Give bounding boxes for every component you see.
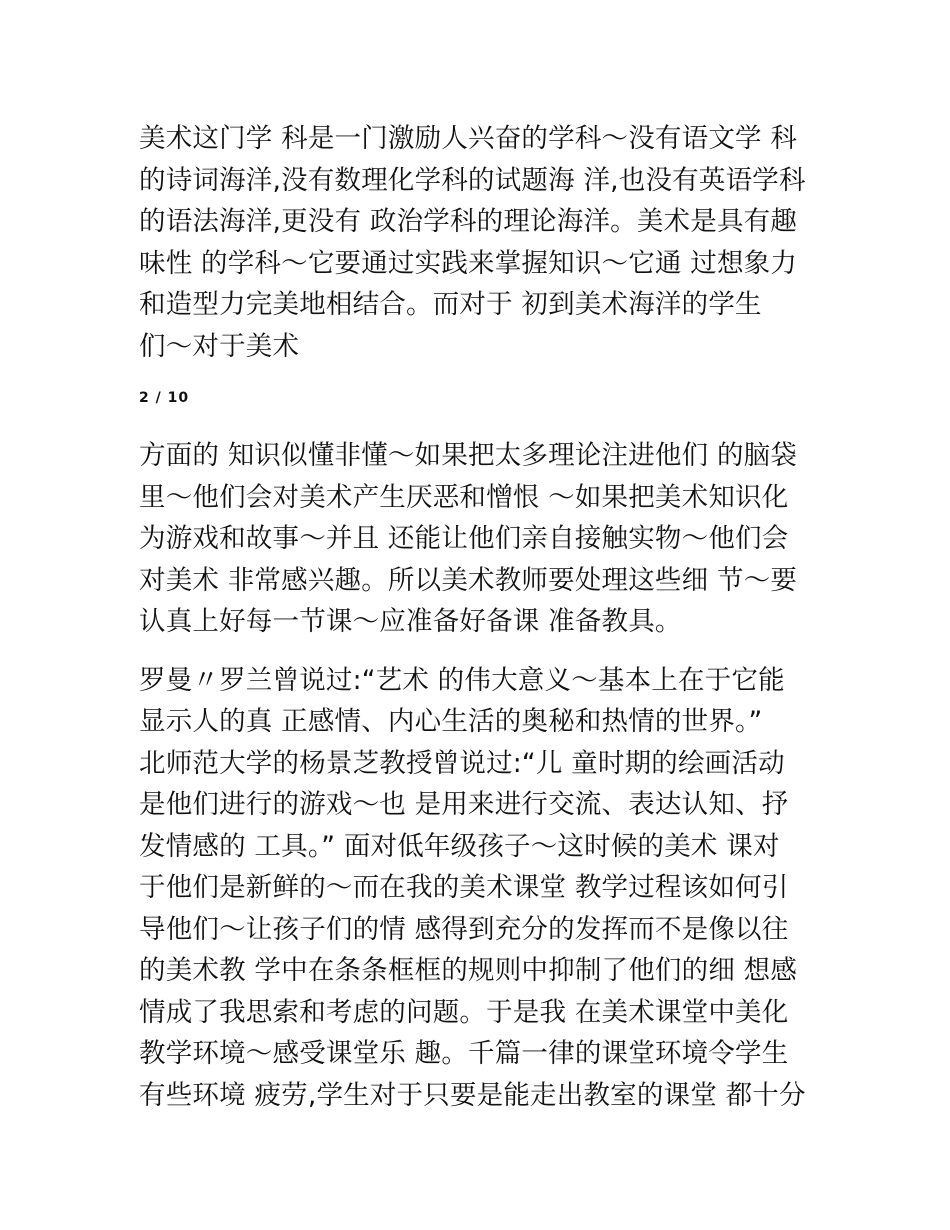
page-number: 2 / 10 (139, 390, 190, 406)
paragraph-3: 罗曼〃罗兰曾说过:“艺术 的伟大意义～基本上在于它能 显示人的真 正感情、内心生活的奥秘和热情的世界。” 北师范大学的杨景芝教授曾说过:“儿 童时期的绘画活动 是他们进行的游戏～也 是用来进行交流、表达认知、抒 发情感的 工具。” 面对低年级孩子～这时候的美术 课对 于他们是新鲜的～而在我的美术课堂 教学过程该如何引 导他们～让孩子们的情 感得到充分的发挥而不是像以往 的美术教 学中在条条框框的规则中抑制了他们的细 想感 情成了我思索和考虑的问题。于是我 在美术课堂中美化 教学环境～感受课堂乐 趣。千篇一律的课堂环境令学生 有些环境 疲劳,学生对于只要是能走出教室的课堂 都十分 (139, 664, 806, 1111)
paragraph-spacer (139, 643, 819, 660)
document-page (139, 118, 819, 1116)
paragraph-2: 方面的 知识似懂非懂～如果把太多理论注进他们 的脑袋 里～他们会对美术产生厌恶和憎恨 ～如果把美术知识化 为游戏和故事～并且 还能让他们亲自接触实物～他们会 对美术 非常感兴趣。所以美术教师要处理这些细 节～要 认真上好每一节课～应准备好备课 准备教具。 (139, 440, 798, 637)
paragraph-1: 美术这门学 科是一门激励人兴奋的学科～没有语文学 科 的诗词海洋,没有数理化学科的试题海 洋,也没有英语学科 的语法海洋,更没有 政治学科的理论海洋。美术是具有趣 味性 的学科～它要通过实践来掌握知识～它通 过想象力 和造型力完美地相结合。而对于 初到美术海洋的学生 们～对于美术 (139, 123, 806, 362)
